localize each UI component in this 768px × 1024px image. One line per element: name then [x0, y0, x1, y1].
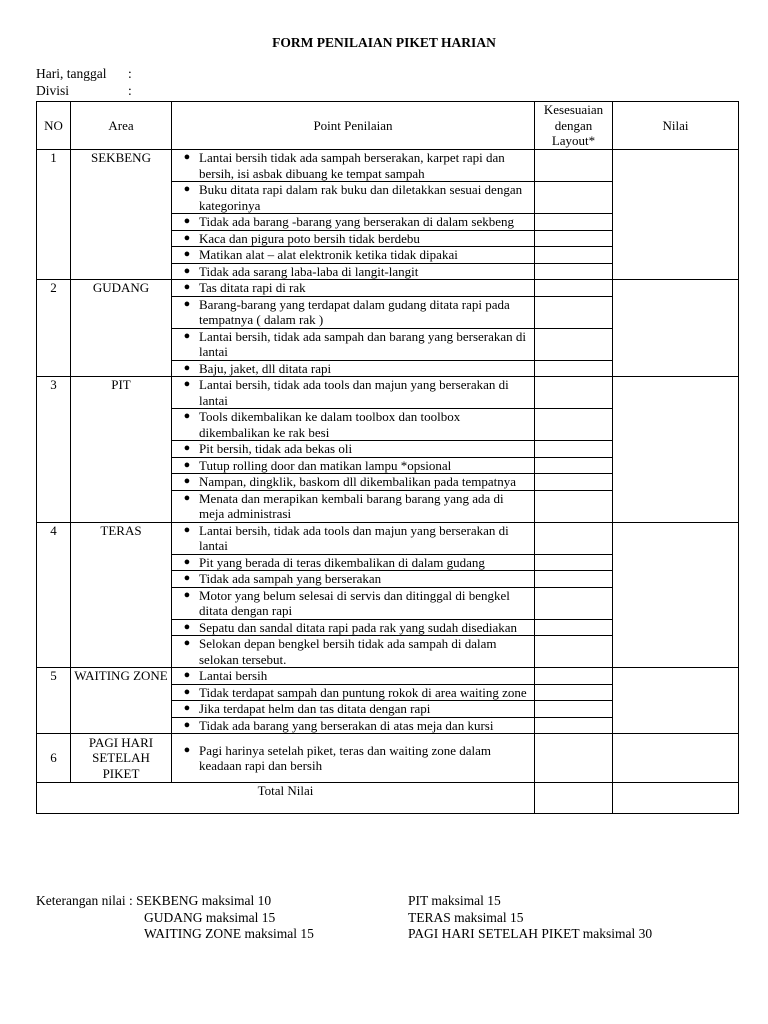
- point-text: Nampan, dingklik, baskom dll dikembalikan pada tempatnya: [199, 474, 516, 489]
- kesesuaian-cell[interactable]: [535, 684, 613, 701]
- table-header-row: [37, 102, 739, 150]
- bullet-icon: ●: [183, 231, 191, 244]
- point-cell: [172, 587, 535, 619]
- kesesuaian-cell[interactable]: [535, 701, 613, 718]
- kesesuaian-cell[interactable]: [535, 587, 613, 619]
- kesesuaian-cell[interactable]: [535, 554, 613, 571]
- area-name: PAGI HARI SETELAH PIKET: [71, 734, 172, 783]
- area-name: PIT: [71, 377, 172, 523]
- kesesuaian-cell[interactable]: [535, 247, 613, 264]
- kesesuaian-cell[interactable]: [535, 409, 613, 441]
- row-number: 2: [37, 280, 71, 377]
- header-point: Point Penilaian: [172, 102, 535, 150]
- kesesuaian-cell[interactable]: [535, 150, 613, 182]
- bullet-icon: ●: [183, 718, 191, 731]
- bullet-icon: ●: [183, 183, 191, 195]
- point-cell: [172, 636, 535, 668]
- bullet-icon: ●: [183, 685, 191, 698]
- point-text: Lantai bersih, tidak ada sampah dan barang yang berserakan di lantai: [199, 328, 527, 359]
- row-number: 6: [37, 734, 71, 783]
- note-pagi-hari: PAGI HARI SETELAH PIKET maksimal 30: [408, 926, 653, 941]
- point-cell: [172, 522, 535, 554]
- point-cell: [172, 571, 535, 588]
- total-nilai-cell[interactable]: [613, 783, 739, 814]
- divisi-colon: :: [128, 83, 132, 98]
- bullet-icon: ●: [183, 637, 191, 649]
- table-row: [37, 734, 739, 783]
- table-body: [37, 150, 739, 814]
- kesesuaian-cell[interactable]: [535, 296, 613, 328]
- total-kesesuaian-cell[interactable]: [535, 783, 613, 814]
- note-waiting-zone: WAITING ZONE maksimal 15: [144, 926, 314, 941]
- bullet-icon: ●: [183, 491, 191, 504]
- point-text: Pit yang berada di teras dikembalikan di dalam gudang: [199, 554, 485, 570]
- bullet-icon: ●: [183, 264, 191, 277]
- point-cell: [172, 684, 535, 701]
- bullet-icon: ●: [183, 329, 191, 342]
- bullet-icon: ●: [183, 442, 191, 454]
- point-text: Tutup rolling door dan matikan lampu *opsional: [199, 457, 452, 473]
- kesesuaian-cell[interactable]: [535, 230, 613, 247]
- point-text: Tidak ada sarang laba-laba di langit-langit: [199, 263, 419, 279]
- point-cell: [172, 263, 535, 280]
- divisi-label: Divisi: [36, 83, 70, 98]
- bullet-icon: ●: [183, 620, 191, 633]
- point-cell: [172, 409, 535, 441]
- point-text: Lantai bersih, tidak ada tools dan majun yang berserakan di lantai: [199, 377, 509, 408]
- kesesuaian-cell[interactable]: [535, 457, 613, 474]
- point-cell: [172, 296, 535, 328]
- point-text: Lantai bersih, tidak ada tools dan majun yang berserakan di lantai: [199, 522, 509, 553]
- area-name: WAITING ZONE: [71, 668, 172, 734]
- point-cell: [172, 554, 535, 571]
- point-text: Sepatu dan sandal ditata rapi pada rak yang sudah disediakan: [199, 619, 518, 635]
- kesesuaian-cell[interactable]: [535, 328, 613, 360]
- point-text: Lantai bersih: [199, 668, 268, 683]
- point-text: Selokan depan bengkel bersih tidak ada sampah di dalam selokan tersebut.: [199, 636, 497, 667]
- point-text: Tools dikembalikan ke dalam toolbox dan toolbox dikembalikan ke rak besi: [199, 409, 461, 440]
- row-number: 3: [37, 377, 71, 523]
- point-text: Barang-barang yang terdapat dalam gudang ditata rapi pada tempatnya ( dalam rak ): [199, 296, 510, 327]
- divisi-row: [36, 83, 132, 99]
- point-text: Tidak terdapat sampah dan puntung rokok di area waiting zone: [199, 684, 527, 700]
- table-row: [37, 377, 739, 409]
- bullet-icon: ●: [183, 669, 191, 681]
- point-text: Baju, jaket, dll ditata rapi: [199, 360, 332, 376]
- point-text: Kaca dan pigura poto bersih tidak berdebu: [199, 230, 420, 246]
- nilai-cell[interactable]: [613, 734, 739, 783]
- point-text: Tidak ada barang -barang yang berserakan di dalam sekbeng: [199, 214, 515, 229]
- kesesuaian-cell[interactable]: [535, 571, 613, 588]
- point-cell: [172, 214, 535, 231]
- kesesuaian-cell[interactable]: [535, 522, 613, 554]
- point-cell: [172, 474, 535, 491]
- point-cell: [172, 441, 535, 458]
- bullet-icon: ●: [183, 588, 191, 601]
- point-text: Pagi harinya setelah piket, teras dan waiting zone dalam keadaan rapi dan bersih: [199, 742, 492, 773]
- note-pit: PIT maksimal 15: [408, 893, 501, 908]
- point-text: Motor yang belum selesai di servis dan ditinggal di bengkel ditata dengan rapi: [199, 587, 510, 618]
- table-row: [37, 280, 739, 297]
- area-name: GUDANG: [71, 280, 172, 377]
- hari-tanggal-row: [36, 66, 132, 82]
- nilai-cell[interactable]: [613, 668, 739, 734]
- bullet-icon: ●: [183, 555, 191, 568]
- table-row: [37, 668, 739, 685]
- row-number: 5: [37, 668, 71, 734]
- area-name: TERAS: [71, 522, 172, 668]
- kesesuaian-cell[interactable]: [535, 734, 613, 783]
- bullet-icon: ●: [183, 702, 191, 714]
- score-notes: [36, 893, 736, 943]
- point-cell: [172, 230, 535, 247]
- point-text: Tidak ada barang yang berserakan di atas meja dan kursi: [199, 717, 494, 733]
- bullet-icon: ●: [183, 361, 191, 374]
- point-text: Matikan alat – alat elektronik ketika tidak dipakai: [199, 247, 458, 262]
- bullet-icon: ●: [183, 281, 191, 293]
- bullet-icon: ●: [183, 523, 191, 536]
- table-row: [37, 150, 739, 182]
- kesesuaian-cell[interactable]: [535, 377, 613, 409]
- table-row: [37, 522, 739, 554]
- note-teras: TERAS maksimal 15: [408, 909, 524, 925]
- point-text: Pit bersih, tidak ada bekas oli: [199, 441, 353, 456]
- kesesuaian-cell[interactable]: [535, 668, 613, 685]
- kesesuaian-cell[interactable]: [535, 214, 613, 231]
- point-cell: [172, 734, 535, 783]
- area-name: SEKBENG: [71, 150, 172, 280]
- point-cell: [172, 701, 535, 718]
- nilai-cell[interactable]: [613, 377, 739, 523]
- notes-prefix: Keterangan nilai :: [36, 893, 133, 908]
- bullet-icon: ●: [183, 248, 191, 260]
- nilai-cell[interactable]: [613, 522, 739, 668]
- total-label: Total Nilai: [37, 783, 535, 814]
- nilai-cell[interactable]: [613, 280, 739, 377]
- point-text: Lantai bersih tidak ada sampah berserakan, karpet rapi dan bersih, isi asbak dibuang ke tempat sampah: [199, 150, 505, 181]
- header-kesesuaian: Kesesuaian dengan Layout*: [535, 102, 613, 150]
- assessment-table: [36, 101, 739, 814]
- row-number: 1: [37, 150, 71, 280]
- row-number: 4: [37, 522, 71, 668]
- point-cell: [172, 668, 535, 685]
- kesesuaian-cell[interactable]: [535, 474, 613, 491]
- bullet-icon: ●: [183, 410, 191, 422]
- point-text: Jika terdapat helm dan tas ditata dengan rapi: [199, 701, 431, 716]
- note-gudang: GUDANG maksimal 15: [144, 909, 276, 925]
- point-text: Menata dan merapikan kembali barang barang yang ada di meja administrasi: [199, 490, 504, 521]
- kesesuaian-cell[interactable]: [535, 441, 613, 458]
- bullet-icon: ●: [183, 743, 191, 756]
- bullet-icon: ●: [183, 151, 191, 163]
- note-sekbeng: SEKBENG maksimal 10: [136, 893, 272, 908]
- bullet-icon: ●: [183, 458, 191, 471]
- kesesuaian-cell[interactable]: [535, 263, 613, 280]
- kesesuaian-cell[interactable]: [535, 360, 613, 377]
- kesesuaian-cell[interactable]: [535, 619, 613, 636]
- point-cell: [172, 457, 535, 474]
- header-no: NO: [37, 102, 71, 150]
- form-title: FORM PENILAIAN PIKET HARIAN: [272, 35, 496, 50]
- kesesuaian-cell[interactable]: [535, 490, 613, 522]
- point-cell: [172, 717, 535, 734]
- bullet-icon: ●: [183, 297, 191, 310]
- point-cell: [172, 328, 535, 360]
- bullet-icon: ●: [183, 475, 191, 487]
- point-cell: [172, 377, 535, 409]
- kesesuaian-cell[interactable]: [535, 280, 613, 297]
- kesesuaian-cell[interactable]: [535, 182, 613, 214]
- point-cell: [172, 360, 535, 377]
- point-text: Buku ditata rapi dalam rak buku dan diletakkan sesuai dengan kategorinya: [199, 182, 523, 213]
- hari-tanggal-colon: :: [128, 66, 132, 81]
- kesesuaian-cell[interactable]: [535, 717, 613, 734]
- hari-tanggal-label: Hari, tanggal: [36, 66, 107, 81]
- point-text: Tidak ada sampah yang berserakan: [199, 571, 382, 586]
- point-cell: [172, 247, 535, 264]
- kesesuaian-cell[interactable]: [535, 636, 613, 668]
- point-cell: [172, 619, 535, 636]
- point-cell: [172, 280, 535, 297]
- point-cell: [172, 490, 535, 522]
- bullet-icon: ●: [183, 378, 191, 390]
- point-text: Tas ditata rapi di rak: [199, 280, 306, 295]
- bullet-icon: ●: [183, 572, 191, 584]
- point-cell: [172, 150, 535, 182]
- total-row: [37, 783, 739, 814]
- header-nilai: Nilai: [613, 102, 739, 150]
- header-area: Area: [71, 102, 172, 150]
- bullet-icon: ●: [183, 215, 191, 227]
- point-cell: [172, 182, 535, 214]
- nilai-cell[interactable]: [613, 150, 739, 280]
